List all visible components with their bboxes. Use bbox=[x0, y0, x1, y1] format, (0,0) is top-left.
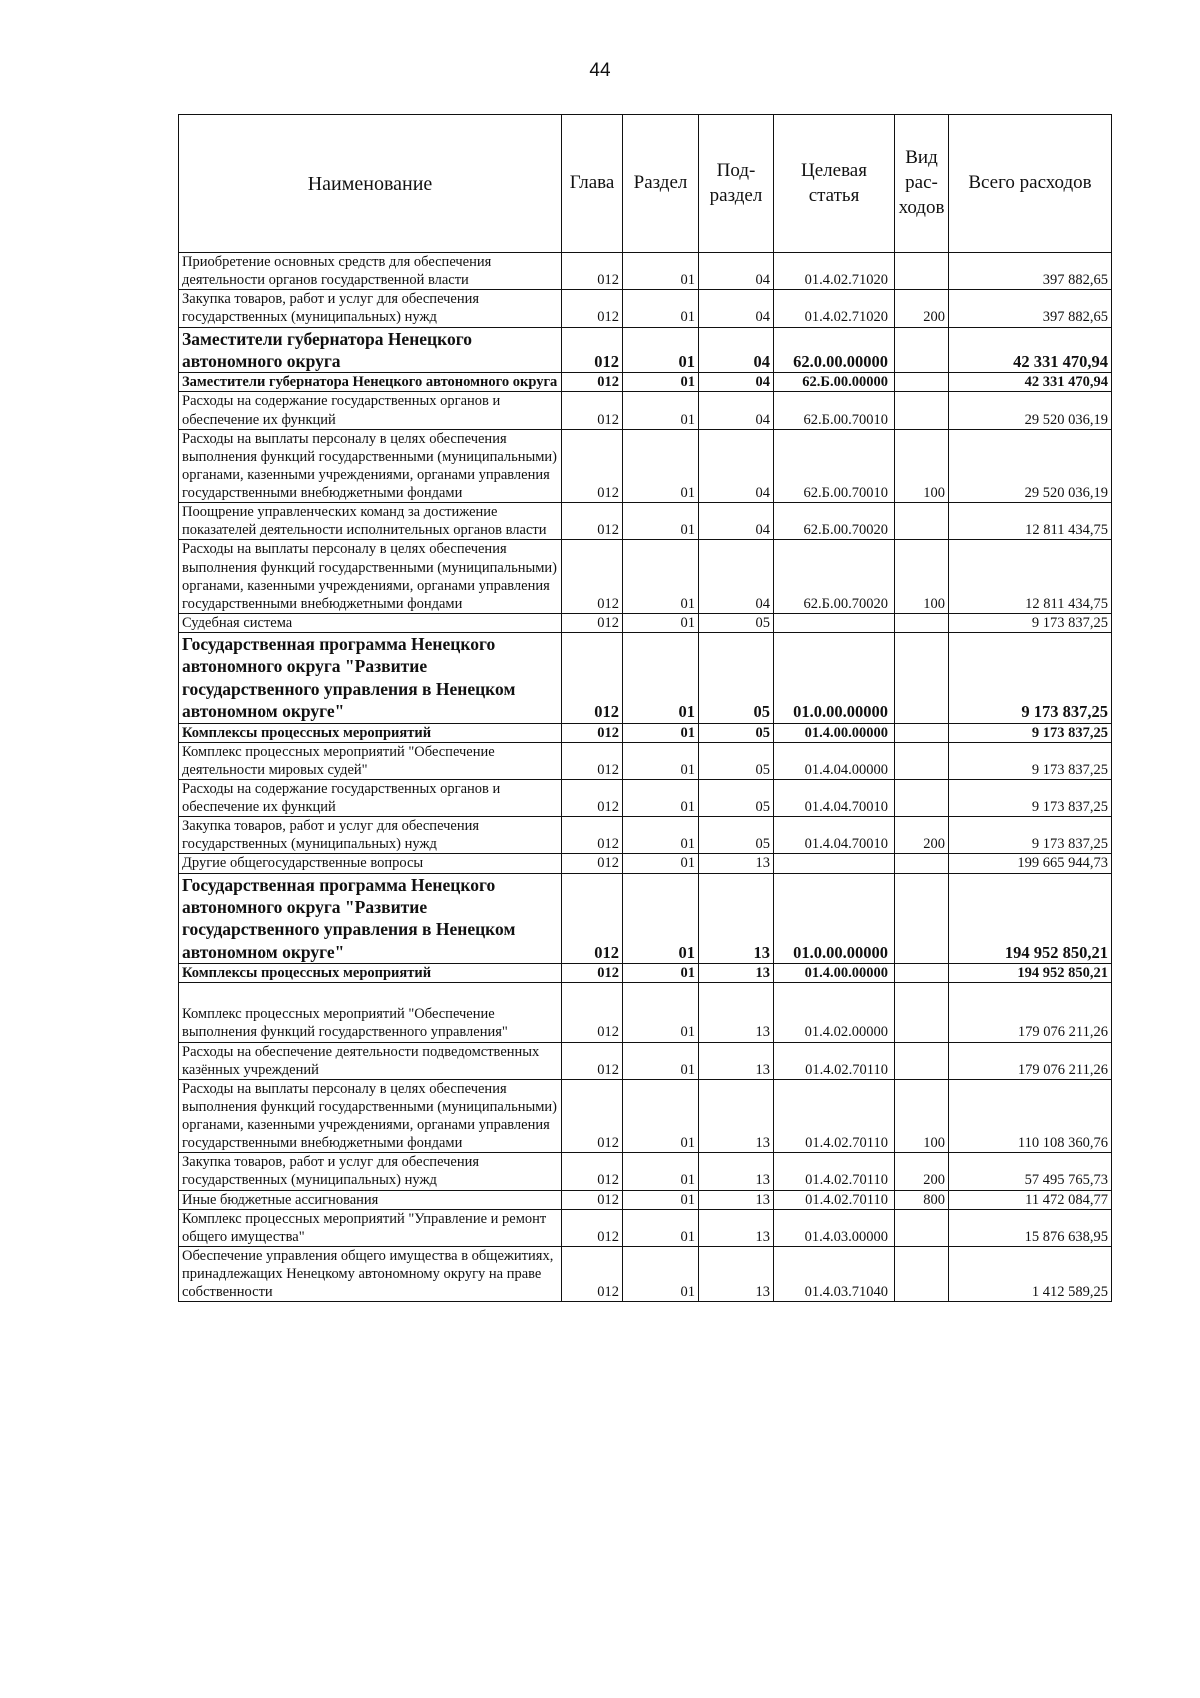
cell-podrazdel: 05 bbox=[699, 779, 774, 816]
cell-razdel: 01 bbox=[623, 253, 699, 290]
cell-total: 179 076 211,26 bbox=[949, 1042, 1112, 1079]
cell-vid bbox=[895, 1246, 949, 1301]
table-row bbox=[179, 503, 1112, 540]
cell-total: 11 472 084,77 bbox=[949, 1190, 1112, 1209]
cell-name: Приобретение основных средств для обеспечения деятельности органов государственной власти bbox=[179, 253, 562, 290]
cell-razdel: 01 bbox=[623, 392, 699, 429]
cell-name: Государственная программа Ненецкого автономного округа "Развитие государственного управления в Ненецком автономном округе" bbox=[179, 633, 562, 724]
cell-name: Поощрение управленческих команд за достижение показателей деятельности исполнительных органов власти bbox=[179, 503, 562, 540]
table-row bbox=[179, 854, 1112, 873]
cell-podrazdel: 04 bbox=[699, 392, 774, 429]
table-row bbox=[179, 290, 1112, 327]
cell-glava: 012 bbox=[562, 392, 623, 429]
cell-glava: 012 bbox=[562, 327, 623, 373]
cell-razdel: 01 bbox=[623, 327, 699, 373]
cell-razdel: 01 bbox=[623, 540, 699, 614]
cell-vid: 800 bbox=[895, 1190, 949, 1209]
header-razdel: Раздел bbox=[623, 115, 699, 253]
cell-podrazdel: 13 bbox=[699, 1209, 774, 1246]
cell-podrazdel: 05 bbox=[699, 723, 774, 742]
cell-target: 01.4.02.71020 bbox=[774, 290, 895, 327]
cell-glava: 012 bbox=[562, 964, 623, 983]
cell-name: Расходы на обеспечение деятельности подведомственных казённых учреждений bbox=[179, 1042, 562, 1079]
table-row bbox=[179, 429, 1112, 503]
cell-target: 62.Б.00.70020 bbox=[774, 503, 895, 540]
cell-glava: 012 bbox=[562, 613, 623, 632]
header-podrazdel bbox=[699, 115, 774, 253]
cell-glava: 012 bbox=[562, 503, 623, 540]
header-vid-line2: рас- bbox=[905, 172, 938, 194]
cell-podrazdel: 04 bbox=[699, 253, 774, 290]
cell-name: Иные бюджетные ассигнования bbox=[179, 1190, 562, 1209]
cell-vid bbox=[895, 723, 949, 742]
cell-target: 01.4.02.70110 bbox=[774, 1042, 895, 1079]
cell-name: Расходы на содержание государственных органов и обеспечение их функций bbox=[179, 779, 562, 816]
table-row bbox=[179, 1042, 1112, 1079]
cell-razdel: 01 bbox=[623, 1246, 699, 1301]
cell-total: 12 811 434,75 bbox=[949, 503, 1112, 540]
cell-name: Закупка товаров, работ и услуг для обеспечения государственных (муниципальных) нужд bbox=[179, 1153, 562, 1190]
cell-target: 01.4.04.70010 bbox=[774, 817, 895, 854]
cell-razdel: 01 bbox=[623, 633, 699, 724]
cell-razdel: 01 bbox=[623, 983, 699, 1042]
table-row bbox=[179, 253, 1112, 290]
cell-target: 01.4.02.70110 bbox=[774, 1153, 895, 1190]
cell-vid bbox=[895, 964, 949, 983]
cell-glava: 012 bbox=[562, 253, 623, 290]
cell-total: 9 173 837,25 bbox=[949, 633, 1112, 724]
cell-podrazdel: 04 bbox=[699, 540, 774, 614]
cell-razdel: 01 bbox=[623, 817, 699, 854]
table-row bbox=[179, 964, 1112, 983]
cell-total: 9 173 837,25 bbox=[949, 817, 1112, 854]
cell-target: 01.4.04.00000 bbox=[774, 742, 895, 779]
cell-vid bbox=[895, 983, 949, 1042]
cell-total: 9 173 837,25 bbox=[949, 742, 1112, 779]
cell-glava: 012 bbox=[562, 742, 623, 779]
cell-target bbox=[774, 854, 895, 873]
cell-razdel: 01 bbox=[623, 613, 699, 632]
cell-total: 15 876 638,95 bbox=[949, 1209, 1112, 1246]
cell-target: 01.0.00.00000 bbox=[774, 633, 895, 724]
cell-glava: 012 bbox=[562, 854, 623, 873]
cell-name: Комплекс процессных мероприятий "Обеспечение деятельности мировых судей" bbox=[179, 742, 562, 779]
cell-razdel: 01 bbox=[623, 742, 699, 779]
cell-target: 01.0.00.00000 bbox=[774, 873, 895, 964]
cell-total: 9 173 837,25 bbox=[949, 779, 1112, 816]
header-vid bbox=[895, 115, 949, 253]
cell-target: 62.0.00.00000 bbox=[774, 327, 895, 373]
cell-vid bbox=[895, 873, 949, 964]
cell-podrazdel: 13 bbox=[699, 873, 774, 964]
header-vid-line3: ходов bbox=[898, 196, 945, 218]
cell-vid bbox=[895, 1042, 949, 1079]
header-target-line2: статья bbox=[808, 184, 860, 206]
cell-name: Обеспечение управления общего имущества в общежитиях, принадлежащих Ненецкому автономному округу на праве собственности bbox=[179, 1246, 562, 1301]
cell-glava: 012 bbox=[562, 633, 623, 724]
cell-vid: 200 bbox=[895, 1153, 949, 1190]
header-podrazdel-line2: раздел bbox=[709, 184, 763, 206]
table-row bbox=[179, 983, 1112, 1042]
header-vid-line1: Вид bbox=[905, 147, 938, 169]
table-row bbox=[179, 1079, 1112, 1153]
cell-target: 01.4.02.71020 bbox=[774, 253, 895, 290]
cell-podrazdel: 04 bbox=[699, 373, 774, 392]
cell-razdel: 01 bbox=[623, 964, 699, 983]
cell-razdel: 01 bbox=[623, 723, 699, 742]
table-row bbox=[179, 633, 1112, 724]
cell-name: Комплекс процессных мероприятий "Обеспечение выполнения функций государственного управления" bbox=[179, 983, 562, 1042]
cell-total: 9 173 837,25 bbox=[949, 613, 1112, 632]
cell-target: 01.4.03.00000 bbox=[774, 1209, 895, 1246]
cell-glava: 012 bbox=[562, 540, 623, 614]
cell-glava: 012 bbox=[562, 1042, 623, 1079]
cell-podrazdel: 13 bbox=[699, 964, 774, 983]
table-row bbox=[179, 327, 1112, 373]
cell-glava: 012 bbox=[562, 1153, 623, 1190]
cell-glava: 012 bbox=[562, 1190, 623, 1209]
cell-target: 62.Б.00.70010 bbox=[774, 429, 895, 503]
table-row bbox=[179, 1209, 1112, 1246]
cell-glava: 012 bbox=[562, 873, 623, 964]
cell-name: Расходы на выплаты персоналу в целях обеспечения выполнения функций государственными (муниципальными) органами, казенными учреждениями, органами управления государственными внебюджетными фондами bbox=[179, 540, 562, 614]
cell-total: 397 882,65 bbox=[949, 290, 1112, 327]
cell-razdel: 01 bbox=[623, 373, 699, 392]
cell-name: Расходы на выплаты персоналу в целях обеспечения выполнения функций государственными (муниципальными) органами, казенными учреждениями, органами управления государственными внебюджетными фондами bbox=[179, 1079, 562, 1153]
cell-glava: 012 bbox=[562, 1079, 623, 1153]
cell-podrazdel: 13 bbox=[699, 1042, 774, 1079]
table-row bbox=[179, 392, 1112, 429]
cell-podrazdel: 05 bbox=[699, 613, 774, 632]
table-row bbox=[179, 873, 1112, 964]
cell-vid: 100 bbox=[895, 429, 949, 503]
header-total: Всего расходов bbox=[949, 115, 1112, 253]
header-glava: Глава bbox=[562, 115, 623, 253]
cell-vid: 100 bbox=[895, 1079, 949, 1153]
cell-total: 42 331 470,94 bbox=[949, 373, 1112, 392]
cell-vid bbox=[895, 253, 949, 290]
cell-vid bbox=[895, 854, 949, 873]
cell-podrazdel: 04 bbox=[699, 290, 774, 327]
cell-total: 42 331 470,94 bbox=[949, 327, 1112, 373]
cell-razdel: 01 bbox=[623, 1190, 699, 1209]
cell-name: Закупка товаров, работ и услуг для обеспечения государственных (муниципальных) нужд bbox=[179, 817, 562, 854]
cell-vid: 200 bbox=[895, 290, 949, 327]
header-name: Наименование bbox=[179, 115, 562, 253]
cell-total: 1 412 589,25 bbox=[949, 1246, 1112, 1301]
cell-total: 199 665 944,73 bbox=[949, 854, 1112, 873]
cell-total: 57 495 765,73 bbox=[949, 1153, 1112, 1190]
table-row bbox=[179, 1190, 1112, 1209]
cell-glava: 012 bbox=[562, 817, 623, 854]
cell-name: Судебная система bbox=[179, 613, 562, 632]
cell-target: 01.4.00.00000 bbox=[774, 964, 895, 983]
header-target bbox=[774, 115, 895, 253]
cell-razdel: 01 bbox=[623, 503, 699, 540]
cell-vid bbox=[895, 742, 949, 779]
cell-podrazdel: 13 bbox=[699, 1079, 774, 1153]
cell-glava: 012 bbox=[562, 983, 623, 1042]
table-header bbox=[179, 115, 1112, 253]
cell-podrazdel: 13 bbox=[699, 854, 774, 873]
cell-razdel: 01 bbox=[623, 1042, 699, 1079]
cell-name: Заместители губернатора Ненецкого автономного округа bbox=[179, 327, 562, 373]
cell-target: 01.4.02.70110 bbox=[774, 1190, 895, 1209]
table-row bbox=[179, 817, 1112, 854]
cell-glava: 012 bbox=[562, 1209, 623, 1246]
cell-podrazdel: 05 bbox=[699, 633, 774, 724]
table-row bbox=[179, 723, 1112, 742]
cell-target: 01.4.04.70010 bbox=[774, 779, 895, 816]
cell-podrazdel: 13 bbox=[699, 983, 774, 1042]
cell-podrazdel: 04 bbox=[699, 429, 774, 503]
cell-razdel: 01 bbox=[623, 854, 699, 873]
table-row bbox=[179, 742, 1112, 779]
cell-podrazdel: 13 bbox=[699, 1246, 774, 1301]
cell-podrazdel: 04 bbox=[699, 327, 774, 373]
cell-glava: 012 bbox=[562, 373, 623, 392]
cell-total: 9 173 837,25 bbox=[949, 723, 1112, 742]
cell-vid bbox=[895, 633, 949, 724]
cell-name: Другие общегосударственные вопросы bbox=[179, 854, 562, 873]
cell-name: Закупка товаров, работ и услуг для обеспечения государственных (муниципальных) нужд bbox=[179, 290, 562, 327]
header-target-line1: Целевая bbox=[801, 159, 867, 181]
budget-table bbox=[178, 114, 1112, 1302]
cell-total: 397 882,65 bbox=[949, 253, 1112, 290]
cell-total: 179 076 211,26 bbox=[949, 983, 1112, 1042]
cell-name: Комплекс процессных мероприятий "Управление и ремонт общего имущества" bbox=[179, 1209, 562, 1246]
table-row bbox=[179, 613, 1112, 632]
cell-podrazdel: 13 bbox=[699, 1153, 774, 1190]
cell-total: 12 811 434,75 bbox=[949, 540, 1112, 614]
cell-name: Расходы на выплаты персоналу в целях обеспечения выполнения функций государственными (муниципальными) органами, казенными учреждениями, органами управления государственными внебюджетными фондами bbox=[179, 429, 562, 503]
cell-total: 194 952 850,21 bbox=[949, 964, 1112, 983]
cell-vid bbox=[895, 1209, 949, 1246]
cell-glava: 012 bbox=[562, 429, 623, 503]
cell-vid bbox=[895, 373, 949, 392]
cell-glava: 012 bbox=[562, 290, 623, 327]
cell-vid: 200 bbox=[895, 817, 949, 854]
cell-razdel: 01 bbox=[623, 429, 699, 503]
cell-target: 62.Б.00.70020 bbox=[774, 540, 895, 614]
cell-vid bbox=[895, 503, 949, 540]
cell-total: 29 520 036,19 bbox=[949, 392, 1112, 429]
cell-target: 01.4.02.70110 bbox=[774, 1079, 895, 1153]
cell-glava: 012 bbox=[562, 723, 623, 742]
cell-target: 62.Б.00.00000 bbox=[774, 373, 895, 392]
cell-razdel: 01 bbox=[623, 1209, 699, 1246]
cell-target: 01.4.00.00000 bbox=[774, 723, 895, 742]
cell-glava: 012 bbox=[562, 779, 623, 816]
cell-target: 62.Б.00.70010 bbox=[774, 392, 895, 429]
cell-name: Комплексы процессных мероприятий bbox=[179, 964, 562, 983]
cell-name: Комплексы процессных мероприятий bbox=[179, 723, 562, 742]
cell-target bbox=[774, 613, 895, 632]
cell-target: 01.4.03.71040 bbox=[774, 1246, 895, 1301]
cell-name: Расходы на содержание государственных органов и обеспечение их функций bbox=[179, 392, 562, 429]
cell-glava: 012 bbox=[562, 1246, 623, 1301]
table-body bbox=[179, 253, 1112, 1302]
cell-razdel: 01 bbox=[623, 1079, 699, 1153]
page-number: 44 bbox=[589, 60, 611, 81]
header-podrazdel-line1: Под- bbox=[716, 159, 756, 181]
cell-total: 194 952 850,21 bbox=[949, 873, 1112, 964]
cell-vid: 100 bbox=[895, 540, 949, 614]
cell-podrazdel: 04 bbox=[699, 503, 774, 540]
table-row bbox=[179, 779, 1112, 816]
cell-total: 110 108 360,76 bbox=[949, 1079, 1112, 1153]
cell-name: Заместители губернатора Ненецкого автономного округа bbox=[179, 373, 562, 392]
cell-vid bbox=[895, 327, 949, 373]
table-row bbox=[179, 1246, 1112, 1301]
cell-vid bbox=[895, 613, 949, 632]
cell-razdel: 01 bbox=[623, 290, 699, 327]
cell-podrazdel: 05 bbox=[699, 817, 774, 854]
cell-name: Государственная программа Ненецкого автономного округа "Развитие государственного управления в Ненецком автономном округе" bbox=[179, 873, 562, 964]
cell-podrazdel: 13 bbox=[699, 1190, 774, 1209]
cell-vid bbox=[895, 392, 949, 429]
cell-razdel: 01 bbox=[623, 779, 699, 816]
table-row bbox=[179, 373, 1112, 392]
cell-podrazdel: 05 bbox=[699, 742, 774, 779]
cell-razdel: 01 bbox=[623, 873, 699, 964]
cell-total: 29 520 036,19 bbox=[949, 429, 1112, 503]
cell-vid bbox=[895, 779, 949, 816]
cell-target: 01.4.02.00000 bbox=[774, 983, 895, 1042]
cell-razdel: 01 bbox=[623, 1153, 699, 1190]
table-row bbox=[179, 1153, 1112, 1190]
table-row bbox=[179, 540, 1112, 614]
